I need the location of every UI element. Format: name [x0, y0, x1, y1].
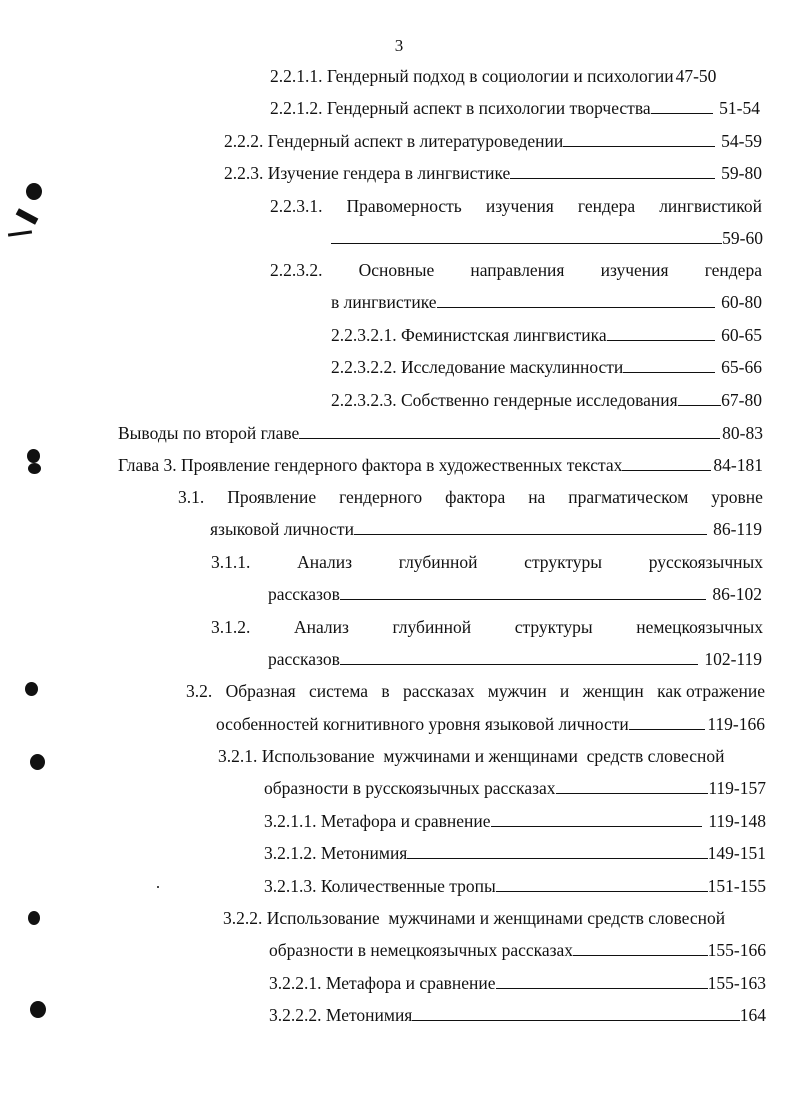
toc-entry-3-2: 3.2. Образная система в рассказах мужчин и женщин как отражение: [186, 681, 765, 701]
dot-leader: [556, 776, 709, 794]
dot-leader: [496, 971, 708, 989]
page-range: 54-59: [721, 131, 762, 151]
dot-leader: [622, 453, 711, 471]
toc-entry-3-2-1-2: 3.2.1.2. Метонимия 149-151: [264, 843, 766, 863]
dot-leader: [629, 712, 706, 730]
page-range: 149-151: [707, 843, 766, 863]
toc-entry-3-2-1: 3.2.1. Использование мужчинами и женщинами средств словесной: [218, 746, 725, 766]
speck-mark: [157, 886, 159, 888]
page-range: 65-66: [721, 357, 762, 377]
toc-entry-3-2-1-1: 3.2.1.1. Метафора и сравнение 119-148: [264, 811, 766, 831]
dot-leader: [496, 874, 708, 892]
binder-hole-mark: [30, 754, 45, 770]
toc-entry-2-2-3-2-1: 2.2.3.2.1. Феминистская лингвистика 60-65: [331, 325, 762, 345]
dot-leader: [573, 938, 708, 956]
page-range: 155-163: [707, 973, 766, 993]
dot-leader: [340, 582, 707, 600]
toc-entry-2-2-3-2-3: 2.2.3.2.3. Собственно гендерные исследования 67-80: [331, 390, 762, 410]
scan-smudge-mark: [8, 230, 32, 236]
binder-hole-mark: [30, 1001, 46, 1018]
toc-entry-3-1-2: 3.1.2. Анализ глубинной структуры немецкоязычных: [211, 617, 763, 637]
toc-entry-2-2-3-2-2: 2.2.3.2.2. Исследование маскулинности 65-66: [331, 357, 762, 377]
toc-entry-2-2-3-1-cont: [331, 226, 763, 250]
page-range: 47-50: [675, 66, 717, 86]
toc-entry-2-2-3-2: 2.2.3.2. Основные направления изучения гендера: [270, 260, 762, 280]
dot-leader: [563, 129, 715, 147]
toc-entry-2-2-3: 2.2.3. Изучение гендера в лингвистике 59-80: [224, 163, 762, 183]
dot-leader: [340, 647, 698, 665]
toc-entry-2-2-1-1: 2.2.1.1. Гендерный подход в социологии и психологии 47-50: [270, 66, 717, 86]
toc-entry-conclusions-chapter-2: Выводы по второй главе 80-83: [118, 423, 763, 443]
toc-entry-2-2-3-1: 2.2.3.1. Правомерность изучения гендера лингвистикой: [270, 196, 762, 216]
page-range: 86-119: [713, 519, 762, 539]
page-range: 102-119: [704, 649, 762, 669]
toc-entry-3-1-1-cont: рассказов 86-102: [268, 584, 762, 604]
toc-entry-3-1-cont: языковой личности 86-119: [210, 519, 762, 539]
page-number: 3: [394, 36, 404, 55]
toc-entry-3-1: 3.1. Проявление гендерного фактора на прагматическом уровне: [178, 487, 763, 507]
dot-leader: [407, 841, 707, 859]
dot-leader: [678, 388, 721, 406]
dot-leader: [510, 161, 715, 179]
toc-entry-3-2-2-1: 3.2.2.1. Метафора и сравнение 155-163: [269, 973, 766, 993]
dot-leader: [651, 96, 714, 114]
page-range: 151-155: [707, 876, 766, 896]
dot-leader: [354, 517, 707, 535]
page-range: 59-60: [722, 228, 763, 248]
page-range: 67-80: [721, 390, 762, 410]
page-range: 80-83: [722, 423, 763, 443]
dot-leader: [607, 323, 716, 341]
page-range: 51-54: [719, 98, 760, 118]
page-range: 60-80: [721, 292, 762, 312]
toc-entry-2-2-2: 2.2.2. Гендерный аспект в литературоведении 54-59: [224, 131, 762, 151]
page-range: 119-166: [707, 714, 765, 734]
binder-hole-mark: [28, 463, 41, 474]
dot-leader: [331, 226, 722, 244]
dot-leader: [623, 355, 715, 373]
toc-entry-3-1-2-cont: рассказов 102-119: [268, 649, 762, 669]
binder-hole-mark: [26, 183, 42, 200]
binder-hole-mark: [27, 449, 40, 463]
page-range: 119-148: [708, 811, 766, 831]
scan-smudge-mark: [16, 208, 39, 225]
dot-leader: [299, 421, 720, 439]
page-range: 119-157: [708, 778, 766, 798]
page-range: 84-181: [713, 455, 763, 475]
page-range: 59-80: [721, 163, 762, 183]
dot-leader: [491, 809, 703, 827]
page-range: 164: [739, 1005, 766, 1025]
toc-entry-3-2-1-3: 3.2.1.3. Количественные тропы 151-155: [264, 876, 766, 896]
dot-leader: [437, 290, 716, 308]
binder-hole-mark: [25, 682, 38, 696]
toc-entry-3-2-2-cont: образности в немецкоязычных рассказах 155-166: [269, 940, 766, 960]
toc-entry-3-2-2: 3.2.2. Использование мужчинами и женщинами средств словесной: [223, 908, 726, 928]
toc-entry-chapter-3: Глава 3. Проявление гендерного фактора в художественных текстах 84-181: [118, 455, 763, 475]
page-range: 86-102: [712, 584, 762, 604]
dot-leader: [412, 1003, 739, 1021]
binder-hole-mark: [28, 911, 40, 925]
toc-entry-3-2-2-2: 3.2.2.2. Метонимия 164: [269, 1005, 766, 1025]
page-range: 60-65: [721, 325, 762, 345]
toc-entry-2-2-1-2: 2.2.1.2. Гендерный аспект в психологии творчества 51-54: [270, 98, 760, 118]
page-range: 155-166: [707, 940, 766, 960]
toc-entry-2-2-3-2-cont: в лингвистике 60-80: [331, 292, 762, 312]
toc-entry-3-2-cont: особенностей когнитивного уровня языковой личности 119-166: [216, 714, 765, 734]
toc-entry-3-2-1-cont: образности в русскоязычных рассказах 119-157: [264, 778, 766, 798]
toc-entry-3-1-1: 3.1.1. Анализ глубинной структуры русскоязычных: [211, 552, 763, 572]
